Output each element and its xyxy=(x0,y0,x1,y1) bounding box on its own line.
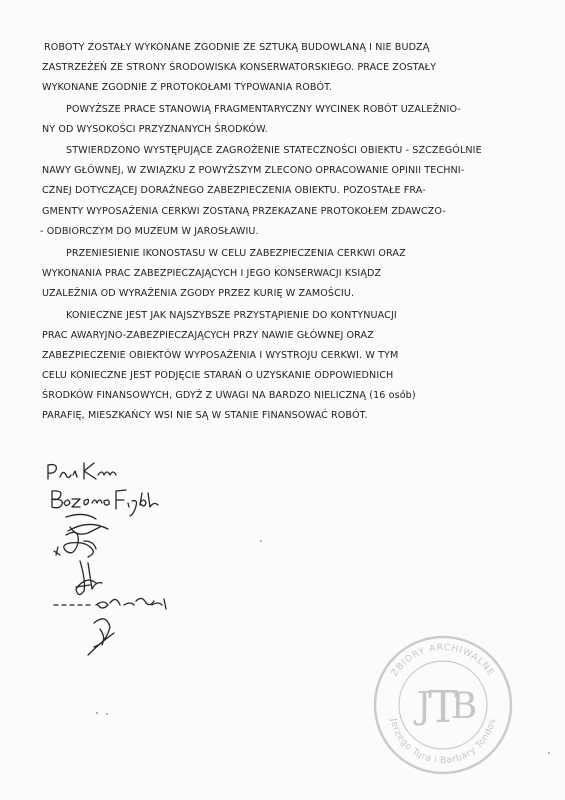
signatures-block xyxy=(40,455,200,665)
signature-2 xyxy=(52,490,158,516)
text-line-17: CELU KONIECZNE JEST PODJĘCIE STARAŃ O UZYSKANIE ODPOWIEDNICH xyxy=(42,370,394,381)
text-line-14: KONIECZNE JEST JAK NAJSZYBSZE PRZYSTĄPIENIE DO KONTYNUACJI xyxy=(66,310,397,321)
signature-6 xyxy=(54,598,166,609)
signature-5 xyxy=(76,561,102,595)
signature-3 xyxy=(66,514,108,534)
text-line-2: ZASTRZEŻEŃ ZE STRONY ŚRODOWISKA KONSERWATORSKIEGO. PRACE ZOSTAŁY xyxy=(42,62,437,73)
text-line-15: PRAC AWARYJNO-ZABEZPIECZAJĄCYCH PRZY NAWIE GŁÓWNEJ ORAZ xyxy=(42,330,374,341)
text-line-16: ZABEZPIECZENIE OBIEKTÓW WYPOSAŻENIA I WYSTROJU CERKWI. W TYM xyxy=(42,350,399,361)
stamp-arc-text-top: ZBIORY ARCHIWALNE xyxy=(390,642,496,679)
svg-text:J: J xyxy=(416,686,432,727)
text-line-6: STWIERDZONO WYSTĘPUJĄCE ZAGROŻENIE STATECZNOŚCI OBIEKTU - SZCZEGÓLNIE xyxy=(66,145,482,156)
text-line-19: PARAFIĘ, MIESZKAŃCY WSI NIE SĄ W STANIE FINANSOWAĆ ROBÓT. xyxy=(42,410,368,421)
scan-speck xyxy=(260,540,262,542)
text-line-18: ŚRODKÓW FINANSOWYCH, GDYŻ Z UWAGI NA BARDZO NIELICZNĄ (16 osób) xyxy=(42,390,416,401)
text-line-9: GMENTY WYPOSAŻENIA CERKWI ZOSTANĄ PRZEKAZANE PROTOKOŁEM ZDAWCZO- xyxy=(42,206,446,217)
archive-stamp xyxy=(368,630,518,780)
text-line-5: NY OD WYSOKOŚCI PRZYZNANYCH ŚRODKÓW. xyxy=(42,124,268,135)
text-line-10: - ODBIORCZYM DO MUZEUM W JAROSŁAWIU. xyxy=(40,226,259,237)
text-line-4: POWYŻSZE PRACE STANOWIĄ FRAGMENTARYCZNY WYCINEK ROBÓT UZALEŻNIO- xyxy=(66,104,461,115)
signature-4 xyxy=(54,532,96,557)
stamp-arc-text-bottom: Jerzego Tura i Barbary Tondos xyxy=(387,717,499,767)
svg-text:T: T xyxy=(428,682,458,733)
svg-text:B: B xyxy=(450,686,478,727)
text-line-12: WYKONANIA PRAC ZABEZPIECZAJĄCYCH I JEGO KONSERWACJI KSIĄDZ xyxy=(42,268,382,279)
text-line-7: NAWY GŁÓWNEJ, W ZWIĄZKU Z POWYŻSZYM ZLECONO OPRACOWANIE OPINII TECHNI- xyxy=(42,165,465,176)
text-line-8: CZNEJ DOTYCZĄCEJ DORAŹNEGO ZABEZPIECZENIA OBIEKTU. POZOSTAŁE FRA- xyxy=(42,185,426,196)
text-line-1: ROBOTY ZOSTAŁY WYKONANE ZGODNIE ZE SZTUKĄ BUDOWLANĄ I NIE BUDZĄ xyxy=(44,42,430,53)
text-line-13: UZALEŻNIA OD WYRAŻENIA ZGODY PRZEZ KURIĘ W ZAMOŚCIU. xyxy=(42,288,355,299)
scan-speck xyxy=(106,713,108,715)
signature-1 xyxy=(48,463,116,479)
scan-speck xyxy=(548,752,550,754)
text-line-3: WYKONANE ZGODNIE Z PROTOKOŁAMI TYPOWANIA ROBÓT. xyxy=(42,82,333,93)
signature-7 xyxy=(88,619,114,655)
text-line-11: PRZENIESIENIE IKONOSTASU W CELU ZABEZPIECZENIA CERKWI ORAZ xyxy=(66,248,406,259)
scan-speck xyxy=(96,712,98,714)
